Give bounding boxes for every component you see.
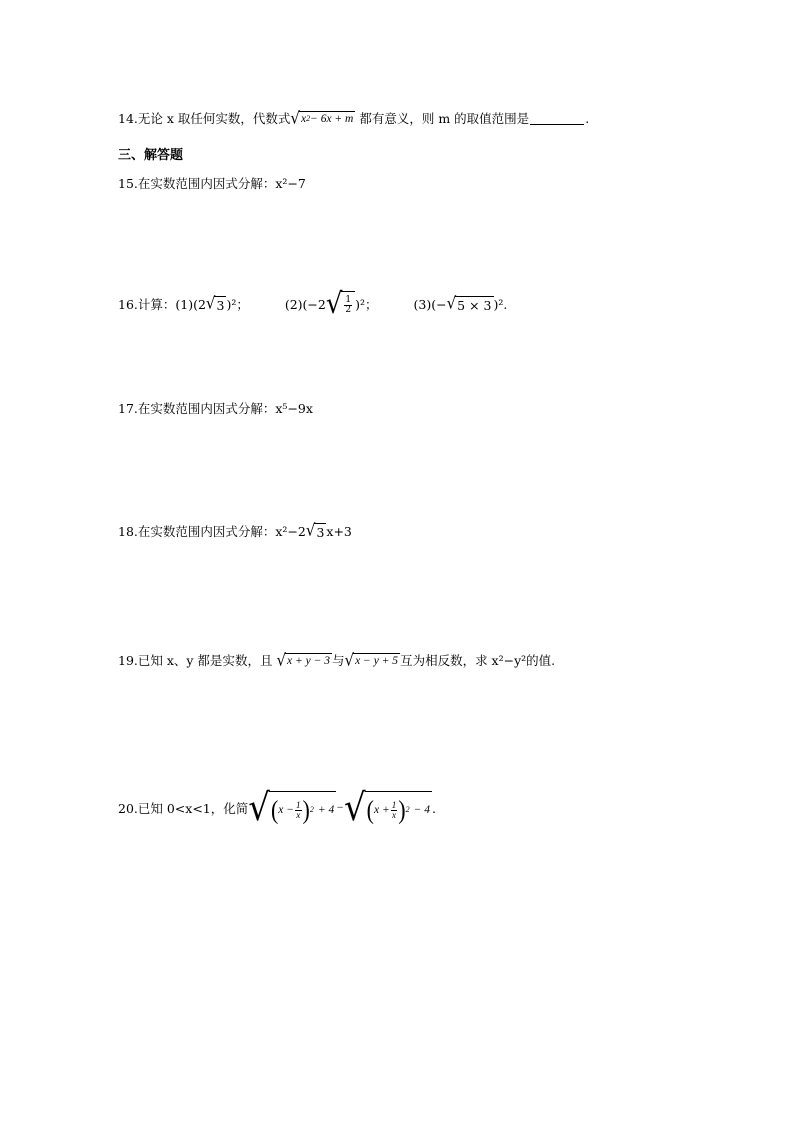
radical-sign-icon: √ [325,287,343,321]
radical-sign-icon: √ [344,649,355,670]
q20-b-denominator: x [392,809,396,820]
question-15: 15.在实数范围内因式分解：x²−7 [118,176,306,191]
q14-radicand-rest: − 6x + m [310,113,354,125]
q16-part3-sqrt [446,292,494,313]
q14-end: . [585,110,590,126]
radical-sign-icon: √ [276,649,287,670]
q20-sqrt-b: √ ( x + $\frac{1}{x}$ ) 2 − 4 [344,786,430,830]
radical-sign-icon: √ [344,786,366,830]
q20-minus: − [336,802,344,814]
q16-part2-suffix: )²； [355,297,378,312]
q19-suffix: 互为相反数，求 x²−y²的值. [400,653,556,668]
q20-b-tail: − 4 [413,804,430,816]
q14-radicand-x: x [300,113,307,125]
q20-a-numerator: 1 [296,799,301,810]
q18-suffix: x+3 [326,523,352,539]
q16-part2-fraction [344,296,352,315]
q19-middle: 与 [332,653,345,668]
q20-sqrt-a: √ ( x − $\frac{1}{x}$ ) 2 + 4 [248,786,335,830]
q19-sqrt-2 [344,649,401,670]
q19-prefix: 19.已知 x、y 都是实数，且 [118,653,273,668]
q20-a-tail: + 4 [317,804,335,816]
q16-part1-sqrt [205,292,227,313]
question-14 [118,106,589,130]
q16-part2-denominator: 2 [345,304,352,315]
radical-sign-icon: √ [205,292,216,313]
q14-prefix: 14.无论 x 取任何实数，代数式 [118,111,291,126]
question-16 [118,288,507,320]
q18-radicand: 3 [316,524,325,540]
question-19 [118,648,555,672]
q18-sqrt [305,519,327,540]
q14-answer-blank[interactable] [530,112,584,125]
q19-radicand-1: x + y − 3 [285,653,332,668]
section-heading: 三、解答题 [118,147,184,163]
q20-end: . [431,800,436,816]
q20-b-x: x + [374,804,390,816]
q16-part1-radicand: 3 [216,297,225,313]
q20-a-denominator: x [296,809,301,820]
radical-sign-icon: √ [446,292,457,313]
q16-part2-sqrt [325,287,355,321]
q16-part2-numerator: 1 [345,294,352,305]
radical-sign-icon: √ [248,786,270,830]
question-20 [118,786,436,830]
q16-part3-prefix: (3)(− [413,296,447,312]
q20-b-fraction [391,801,398,820]
q14-suffix: 都有意义，则 m 的取值范围是 [359,111,530,126]
q14-sqrt-expression: √ x 2 − 6x + m [290,107,354,128]
q20-a-fraction [295,801,302,820]
radical-sign-icon: √ [305,519,316,540]
q19-sqrt-1 [276,649,332,670]
q20-a-x: x − [278,804,295,816]
q18-prefix: 18.在实数范围内因式分解：x²−2 [118,524,306,539]
radical-sign-icon: √ [290,107,300,128]
question-17: 17.在实数范围内因式分解：x⁵−9x [118,401,313,416]
q16-part2-prefix: (2)(−2 [284,296,326,312]
q19-radicand-2: x − y + 5 [353,653,400,668]
q20-prefix: 20.已知 0<x<1，化简 [118,801,249,816]
q16-part1-prefix: 16.计算：(1)(2 [118,297,206,312]
q16-part3-suffix: )². [493,296,508,312]
question-18 [118,519,352,543]
q16-part1-suffix: )²； [226,297,249,312]
q16-part3-radicand: 5 × 3 [457,297,492,313]
q20-b-numerator: 1 [391,799,397,810]
